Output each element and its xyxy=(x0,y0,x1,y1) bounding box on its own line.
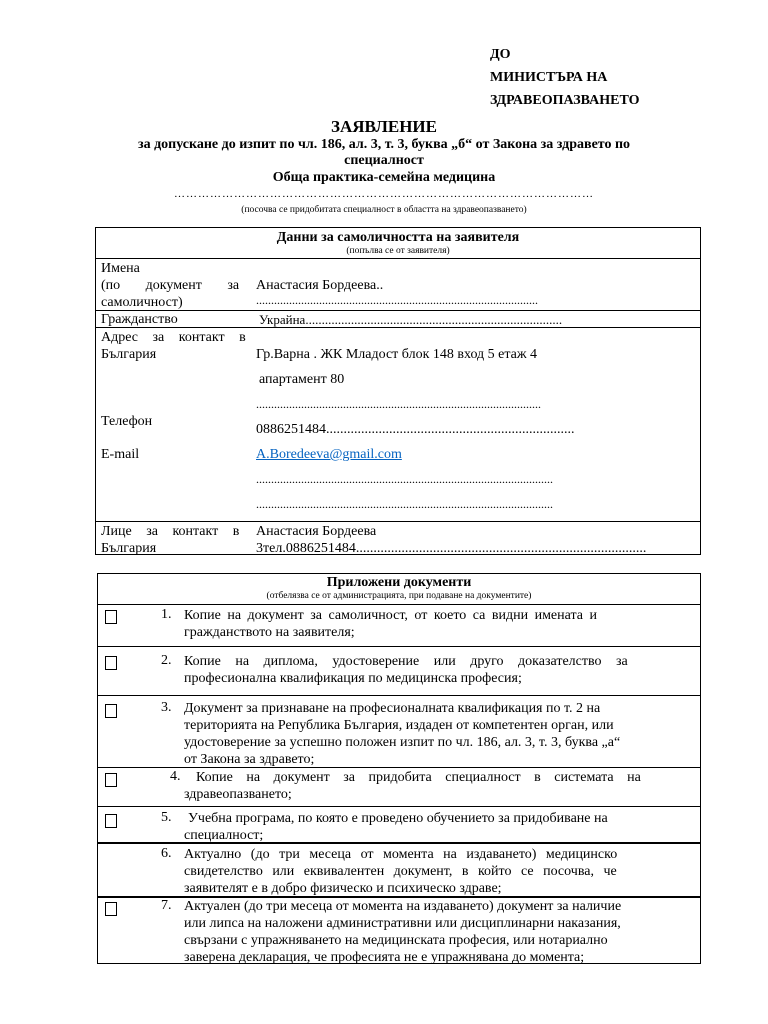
item-number: 2. xyxy=(161,653,172,668)
attachment-item-7 xyxy=(184,898,679,966)
row-divider xyxy=(98,806,700,807)
email-link[interactable]: A.Boredeeva@gmail.com xyxy=(256,447,402,462)
names-label-2: (по документ за xyxy=(101,278,240,293)
item-line: заявителят е в добро физическо и психическо здраве; xyxy=(184,881,502,896)
applicant-header-note: (попълва се от заявителя) xyxy=(346,246,450,256)
address-dots: ............................................................................................... xyxy=(256,397,541,411)
names-label-3: самоличност) xyxy=(101,295,183,310)
checkbox-icon[interactable] xyxy=(105,704,117,718)
item-line: здравеопазването; xyxy=(184,787,292,802)
attachment-item-3 xyxy=(184,700,679,768)
contact-label-1: Лице за контакт в xyxy=(101,524,240,539)
phone-value[interactable]: 0886251484....................................................................... xyxy=(256,422,575,437)
row-divider xyxy=(98,646,700,647)
contact-label-2: България xyxy=(101,541,157,556)
item-line: Документ за признаване на професионалната квалификация по т. 2 на xyxy=(184,701,601,716)
item-line: Актуален (до три месеца от момента на издаването) документ за наличие xyxy=(184,899,622,914)
addressee-line-1: ДО xyxy=(490,47,511,62)
address-label-1: Адрес за контакт в xyxy=(101,330,246,345)
page-title: ЗАЯВЛЕНИЕ xyxy=(330,117,437,136)
attachments-table xyxy=(97,573,701,964)
item-line: свързани с упражняването на медицинската професия, или нотариално xyxy=(184,933,608,948)
item-number: 7. xyxy=(161,898,172,913)
citizenship-label: Гражданство xyxy=(101,312,178,327)
applicant-header: Данни за самоличността на заявителя xyxy=(276,230,520,245)
item-line: професионална квалификация по медицинска професия; xyxy=(184,671,522,686)
row-divider xyxy=(96,327,700,328)
checkbox-icon[interactable] xyxy=(105,902,117,916)
addressee-line-3: ЗДРАВЕОПАЗВАНЕТО xyxy=(490,93,640,108)
row-divider xyxy=(98,604,700,605)
names-label-1: Имена xyxy=(101,261,140,276)
item-line: от Закона за здравето; xyxy=(184,752,315,767)
names-value[interactable]: Анастасия Бордеева.. xyxy=(256,278,384,293)
specialty-note: (посочва се придобитата специалност в областта на здравеопазването) xyxy=(241,205,527,215)
email-dots-1: ................................................................................................... xyxy=(256,472,553,486)
item-number: 5. xyxy=(161,810,172,825)
address-value-1[interactable]: Гр.Варна . ЖК Младост блок 148 вход 5 етаж 4 xyxy=(256,347,538,362)
item-number: 6. xyxy=(161,846,172,861)
item-line: Копие на документ за придобита специалност в системата на xyxy=(196,770,641,785)
item-line: или липса на наложени административни или дисциплинарни наказания, xyxy=(184,916,621,931)
attachments-header-note: (отбелязва се от администрацията, при подаване на документите) xyxy=(266,591,532,601)
email-dots-2: ................................................................................................... xyxy=(256,497,553,511)
specialty: Обща практика-семейна медицина xyxy=(272,170,496,185)
specialty-dots: …………………………………………………………………………………………… xyxy=(174,188,594,200)
attachments-header: Приложени документи xyxy=(326,575,472,590)
row-divider xyxy=(98,695,700,696)
item-line: заверена декларация, че професията не е упражнявана до момента; xyxy=(184,950,585,965)
row-divider xyxy=(96,521,700,522)
names-dots: .............................................................................................. xyxy=(256,293,538,307)
checkbox-icon[interactable] xyxy=(105,773,117,787)
applicant-table xyxy=(95,227,701,555)
attachment-item-2 xyxy=(184,653,679,687)
checkbox-icon[interactable] xyxy=(105,814,117,828)
contact-value-1[interactable]: Анастасия Бордеева xyxy=(256,524,377,539)
checkbox-icon[interactable] xyxy=(105,610,117,624)
item-number: 3. xyxy=(161,700,172,715)
names-label-2-row xyxy=(101,277,243,294)
attachment-item-5 xyxy=(184,810,679,844)
item-number: 4. xyxy=(170,769,181,784)
subtitle-line-2: специалност xyxy=(344,153,424,168)
email-label: E-mail xyxy=(101,447,140,462)
row-divider xyxy=(98,842,700,844)
item-number: 1. xyxy=(161,607,172,622)
item-line: Копие на документ за самоличност, от което са видни имената и xyxy=(184,608,597,623)
subtitle-line-1: за допускане до изпит по чл. 186, ал. 3, т. 3, буква „б“ от Закона за здравето по xyxy=(137,137,631,152)
row-divider xyxy=(96,258,700,259)
item-line: Актуално (до три месеца от момента на издаването) медицинско xyxy=(184,847,618,862)
checkbox-icon[interactable] xyxy=(105,656,117,670)
item-line: гражданството на заявителя; xyxy=(184,625,355,640)
addressee-line-2: МИНИСТЪРА НА xyxy=(490,70,608,85)
address-value-2[interactable]: апартамент 80 xyxy=(259,372,345,387)
attachment-item-4 xyxy=(184,769,681,803)
item-line: Копие на диплома, удостоверение или друго доказателство за xyxy=(184,654,628,669)
attachment-item-6 xyxy=(184,846,679,897)
citizenship-value[interactable]: Украйна............................................................................... xyxy=(259,312,563,327)
item-line: Учебна програма, по която е проведено обучението за придобиване на xyxy=(188,811,608,826)
item-line: свидетелство или еквивалентен документ, в който се посочва, че xyxy=(184,864,617,879)
contact-value-2[interactable]: 3тел.0886251484................................................................................... xyxy=(256,541,647,556)
item-line: удостоверение за успешно положен изпит по чл. 186, ал. 3, т. 3, буква „а“ xyxy=(184,735,621,750)
row-divider xyxy=(98,767,700,768)
item-line: специалност; xyxy=(184,828,264,843)
attachment-item-1 xyxy=(184,607,679,641)
item-line: територията на Република България, издаден от компетентен орган, или xyxy=(184,718,614,733)
phone-label: Телефон xyxy=(101,414,153,429)
address-label-2: България xyxy=(101,347,157,362)
